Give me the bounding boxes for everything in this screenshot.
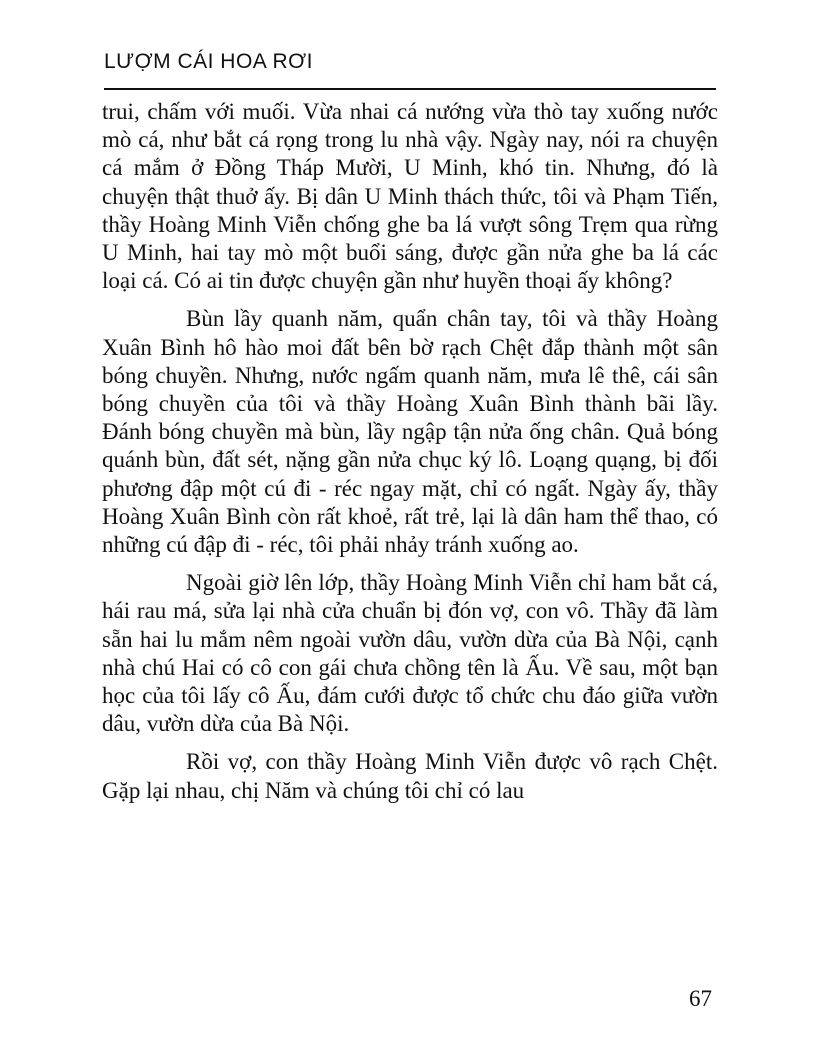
paragraph: Ngoài giờ lên lớp, thầy Hoàng Minh Viễn chỉ ham bắt cá, hái rau má, sửa lại nhà cửa chuẩn bị đón vợ, con vô. Thầy đã làm sẵn hai lu mắm nêm ngoài vườn dâu, vườn dừa của Bà Nội, cạnh nhà chú Hai có cô con gái chưa chồng tên là Ấu. Về sau, một bạn học của tôi lấy cô Ấu, đám cưới được tổ chức chu đáo giữa vườn dâu, vườn dừa của Bà Nội. <box>102 570 718 737</box>
running-head-title: LƯỢM CÁI HOA RƠI <box>104 50 313 73</box>
body-text <box>102 98 718 815</box>
header-divider <box>104 88 716 90</box>
paragraph: trui, chấm với muối. Vừa nhai cá nướng vừa thò tay xuống nước mò cá, như bắt cá rọng trong lu nhà vậy. Ngày nay, nói ra chuyện cá mắm ở Đồng Tháp Mười, U Minh, khó tin. Nhưng, đó là chuyện thật thuở ấy. Bị dân U Minh thách thức, tôi và Phạm Tiến, thầy Hoàng Minh Viễn chống ghe ba lá vượt sông Trẹm qua rừng U Minh, hai tay mò một buổi sáng, được gần nửa ghe ba lá các loại cá. Có ai tin được chuyện gần như huyền thoại ấy không? <box>102 99 718 294</box>
paragraph: Bùn lầy quanh năm, quẩn chân tay, tôi và thầy Hoàng Xuân Bình hô hào moi đất bên bờ rạch Chệt đắp thành một sân bóng chuyền. Nhưng, nước ngấm quanh năm, mưa lê thê, cái sân bóng chuyền của tôi và thầy Hoàng Xuân Bình thành bãi lầy. Đánh bóng chuyền mà bùn, lầy ngập tận nửa ống chân. Quả bóng quánh bùn, đất sét, nặng gần nửa chục ký lô. Loạng quạng, bị đối phương đập một cú đi - réc ngay mặt, chỉ có ngất. Ngày ấy, thầy Hoàng Xuân Bình còn rất khoẻ, rất trẻ, lại là dân ham thể thao, có những cú đập đi - réc, tôi phải nhảy tránh xuống ao. <box>102 306 718 558</box>
paragraph: Rồi vợ, con thầy Hoàng Minh Viễn được vô rạch Chệt. Gặp lại nhau, chị Năm và chúng tôi chỉ có lau <box>102 749 718 803</box>
page-number: 67 <box>689 986 712 1011</box>
